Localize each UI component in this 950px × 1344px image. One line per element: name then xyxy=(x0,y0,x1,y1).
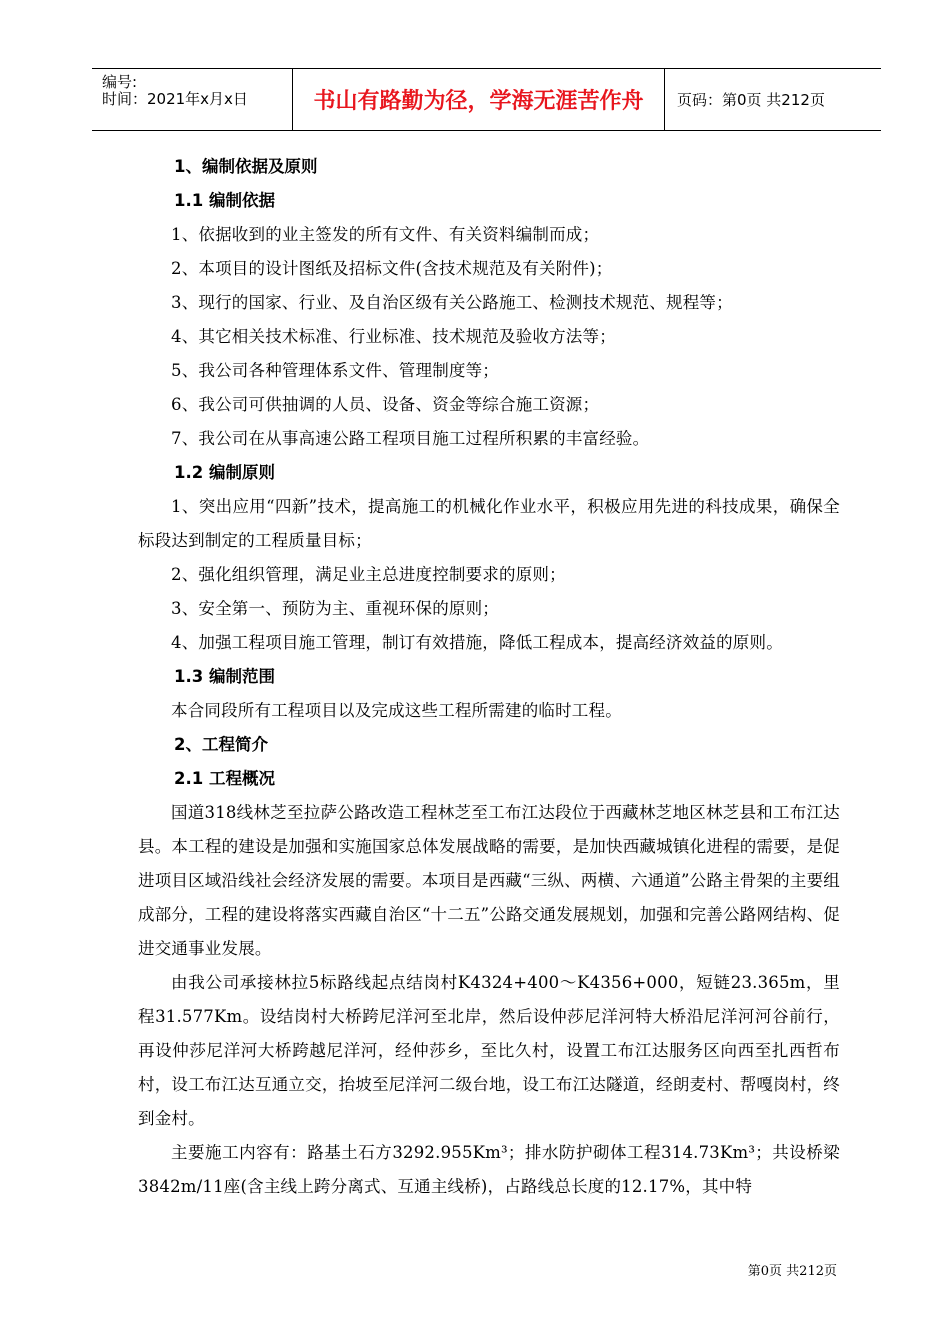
section-heading: 1.3 编制范围 xyxy=(174,667,275,686)
section-heading: 1.1 编制依据 xyxy=(174,191,275,210)
paragraph: 2、强化组织管理，满足业主总进度控制要求的原则； xyxy=(171,565,566,584)
section-heading: 1.2 编制原则 xyxy=(174,463,275,482)
paragraph: 本合同段所有工程项目以及完成这些工程所需建的临时工程。 xyxy=(171,701,622,720)
paragraph: 6、我公司可供抽调的人员、设备、资金等综合施工资源； xyxy=(171,395,600,414)
paragraph: 1、突出应用“四新”技术，提高施工的机械化作业水平，积极应用先进的科技成果，确保全标段达到制定的工程质量目标； xyxy=(138,497,840,550)
paragraph: 主要施工内容有：路基土石方3292.955Km³；排水防护砌体工程314.73Km³；共设桥梁3842m/11座(含主线上跨分离式、互通主线桥)，占路线总长度的12.17%，其中特 xyxy=(138,1143,840,1196)
header-meta-cell xyxy=(92,69,293,130)
footer-page-info: 第0页 共212页 xyxy=(747,1264,837,1279)
paragraph: 7、我公司在从事高速公路工程项目施工过程所积累的丰富经验。 xyxy=(171,429,650,448)
header-table xyxy=(92,68,881,131)
paragraph: 由我公司承接林拉5标路线起点结岗村K4324+400～K4356+000，短链23.365m，里程31.577Km。设结岗村大桥跨尼洋河至北岸，然后设仲莎尼洋河特大桥沿尼洋河河谷前行，再设仲莎尼洋河大桥跨越尼洋河，经仲莎乡，至比久村，设置工布江达服务区向西至扎西哲布村，设工布江达互通立交，抬坡至尼洋河二级台地，设工布江达隧道，经朗麦村、帮嘎岗村，终到金村。 xyxy=(138,973,840,1128)
document-body xyxy=(138,150,840,1204)
motto: 书山有路勤为径，学海无涯苦作舟 xyxy=(293,69,665,130)
header-page-info: 页码：第0页 共212页 xyxy=(677,91,825,109)
section-heading: 2、工程简介 xyxy=(174,735,268,754)
number-label: 编号: xyxy=(102,73,138,91)
paragraph: 4、其它相关技术标准、行业标准、技术规范及验收方法等； xyxy=(171,327,616,346)
section-heading: 2.1 工程概况 xyxy=(174,769,275,788)
paragraph: 国道318线林芝至拉萨公路改造工程林芝至工布江达段位于西藏林芝地区林芝县和工布江达县。本工程的建设是加强和实施国家总体发展战略的需要，是加快西藏城镇化进程的需要，是促进项目区域沿线社会经济发展的需要。本项目是西藏“三纵、两横、六通道”公路主骨架的主要组成部分，工程的建设将落实西藏自治区“十二五”公路交通发展规划，加强和完善公路网结构、促进交通事业发展。 xyxy=(138,803,840,958)
paragraph: 5、我公司各种管理体系文件、管理制度等； xyxy=(171,361,499,380)
paragraph: 3、安全第一、预防为主、重视环保的原则； xyxy=(171,599,499,618)
paragraph: 3、现行的国家、行业、及自治区级有关公路施工、检测技术规范、规程等； xyxy=(171,293,733,312)
paragraph: 4、加强工程项目施工管理，制订有效措施，降低工程成本，提高经济效益的原则。 xyxy=(171,633,783,652)
section-heading: 1、编制依据及原则 xyxy=(174,157,318,176)
paragraph: 1、依据收到的业主签发的所有文件、有关资料编制而成； xyxy=(171,225,600,244)
time-label: 时间：2021年x月x日 xyxy=(102,90,248,108)
paragraph: 2、本项目的设计图纸及招标文件(含技术规范及有关附件)； xyxy=(171,259,613,278)
